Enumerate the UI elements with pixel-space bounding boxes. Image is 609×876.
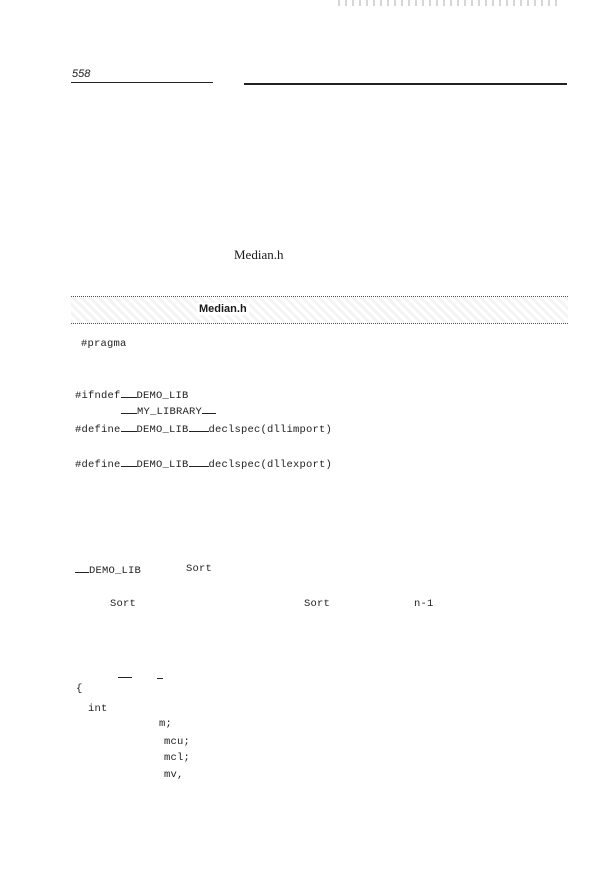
code-line-my-library: [75, 404, 216, 418]
underscore-gap: [121, 404, 137, 414]
var-mcl: mcl;: [164, 752, 191, 764]
code-line-demo-lib: [75, 563, 141, 577]
underscore-gap: [121, 388, 137, 398]
sort-token: Sort: [110, 598, 137, 610]
code-line-pragma: [81, 338, 127, 350]
underscore-gap: [75, 563, 89, 573]
underscore-gap: [121, 457, 137, 467]
declspec-import: declspec(dllimport): [208, 424, 333, 436]
underscore-gap: [189, 457, 209, 467]
scan-noise: [338, 0, 558, 6]
n-minus-one-token: n-1: [414, 598, 434, 610]
declspec-export: declspec(dllexport): [208, 459, 333, 471]
listing-header: [71, 296, 568, 324]
demo-lib-token: DEMO_LIB: [89, 565, 142, 577]
figure-caption: Median.h: [234, 247, 284, 262]
var-mv: mv,: [164, 769, 184, 781]
code-line-ifndef: [75, 388, 189, 402]
define-keyword: #define: [75, 424, 121, 436]
underscore-gap: [189, 422, 209, 432]
open-brace: {: [76, 683, 83, 695]
define-keyword: #define: [75, 459, 121, 471]
sort-token: Sort: [186, 563, 213, 575]
code-line-define-export: [75, 457, 332, 471]
underscore-dash: [157, 678, 163, 679]
var-m: m;: [159, 718, 173, 730]
underscore-gap: [121, 422, 137, 432]
listing-title: Median.h: [199, 303, 247, 315]
pragma-keyword: #pragma: [81, 338, 127, 350]
sort-token: Sort: [304, 598, 331, 610]
code-line-define-import: [75, 422, 332, 436]
underscore-gap: [202, 404, 216, 414]
underscore-dash: [118, 677, 132, 678]
var-mcu: mcu;: [164, 736, 191, 748]
demo-lib-token: DEMO_LIB: [136, 459, 189, 471]
page-number: 558: [72, 68, 91, 80]
header-rule-right: [244, 83, 567, 85]
demo-lib-token: DEMO_LIB: [136, 424, 189, 436]
ifndef-keyword: #ifndef: [75, 390, 121, 402]
my-library-token: MY_LIBRARY: [137, 406, 203, 418]
header-rule-left: [71, 82, 213, 83]
int-keyword: int: [88, 703, 108, 715]
demo-lib-token: DEMO_LIB: [136, 390, 189, 402]
